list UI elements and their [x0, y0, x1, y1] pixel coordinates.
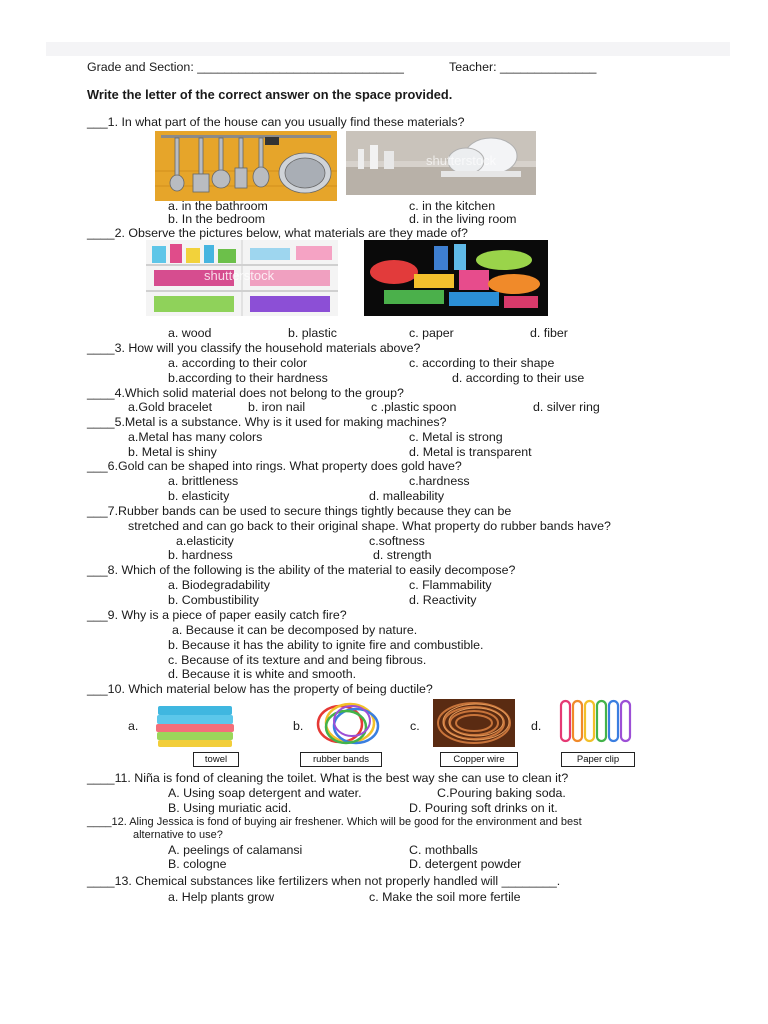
towel-image	[154, 704, 236, 748]
q2-option-b: b. plastic	[288, 326, 337, 340]
paper-clip-image	[557, 697, 633, 747]
question-13-stem: ____13. Chemical substances like fertilizers when not properly handled will ________.	[87, 874, 561, 888]
q11-option-d: D. Pouring soft drinks on it.	[409, 801, 558, 815]
copper-wire-image	[433, 699, 515, 747]
question-7-stem-line2: stretched and can go back to their original shape. What property do rubber bands have?	[128, 519, 611, 533]
question-12-stem: ____12. Aling Jessica is fond of buying air freshener. Which will be good for the environment and best	[87, 816, 582, 828]
q6-option-b: b. elasticity	[168, 489, 230, 503]
plastic-wares-image	[364, 240, 548, 316]
watermark-text: shutterstock	[426, 153, 497, 168]
q5-option-b: b. Metal is shiny	[128, 445, 217, 459]
page-top-strip	[46, 42, 730, 56]
q12-option-b: B. cologne	[168, 857, 227, 871]
q12-option-c: C. mothballs	[409, 843, 478, 857]
q11-option-c: C.Pouring baking soda.	[437, 786, 566, 800]
question-7-stem: ___7.Rubber bands can be used to secure things tightly because they can be	[87, 504, 512, 518]
q1-option-c: c. in the kitchen	[409, 199, 496, 213]
q12-option-d: D. detergent powder	[409, 857, 522, 871]
q3-option-a: a. according to their color	[168, 356, 308, 370]
q4-option-a: a.Gold bracelet	[128, 400, 213, 414]
question-11-stem: ____11. Niña is fond of cleaning the toilet. What is the best way she can use to clean it?	[87, 771, 569, 785]
q3-option-d: d. according to their use	[452, 371, 585, 385]
kitchen-utensils-image	[155, 131, 337, 201]
q8-option-a: a. Biodegradability	[168, 578, 270, 592]
q6-option-c: c.hardness	[409, 474, 470, 488]
q4-option-c: c .plastic spoon	[371, 400, 457, 414]
q5-option-a: a.Metal has many colors	[128, 430, 263, 444]
q8-option-d: d. Reactivity	[409, 593, 477, 607]
q1-option-d: d. in the living room	[409, 212, 517, 226]
towel-caption: towel	[193, 752, 239, 767]
q10-option-b: b.	[293, 719, 304, 733]
q1-option-b: b. In the bedroom	[168, 212, 266, 226]
watermark-text: shutterstock	[204, 268, 275, 283]
q2-option-c: c. paper	[409, 326, 454, 340]
q11-option-b: B. Using muriatic acid.	[168, 801, 292, 815]
q11-option-a: A. Using soap detergent and water.	[168, 786, 362, 800]
q4-option-d: d. silver ring	[533, 400, 600, 414]
q7-option-b: b. hardness	[168, 548, 233, 562]
question-9-stem: ___9. Why is a piece of paper easily catch fire?	[87, 608, 347, 622]
q8-option-c: c. Flammability	[409, 578, 492, 592]
copper-wire-caption: Copper wire	[440, 752, 518, 767]
q4-option-b: b. iron nail	[248, 400, 306, 414]
question-8-stem: ___8. Which of the following is the ability of the material to easily decompose?	[87, 563, 516, 577]
question-4-stem: ____4.Which solid material does not belong to the group?	[87, 386, 404, 400]
q6-option-a: a. brittleness	[168, 474, 239, 488]
question-5-stem: ____5.Metal is a substance. Why is it used for making machines?	[87, 415, 447, 429]
q13-option-a: a. Help plants grow	[168, 890, 275, 904]
q9-option-c: c. Because of its texture and and being fibrous.	[168, 653, 427, 667]
q7-option-a: a.elasticity	[176, 534, 234, 548]
q6-option-d: d. malleability	[369, 489, 445, 503]
q5-option-d: d. Metal is transparent	[409, 445, 532, 459]
q3-option-b: b.according to their hardness	[168, 371, 328, 385]
q9-option-b: b. Because it has the ability to ignite fire and combustible.	[168, 638, 484, 652]
grade-section-label: Grade and Section: ______________________________	[87, 60, 404, 74]
q10-option-c: c.	[410, 719, 420, 733]
q5-option-c: c. Metal is strong	[409, 430, 503, 444]
question-1-stem: ___1. In what part of the house can you usually find these materials?	[87, 115, 465, 129]
q1-option-a: a. in the bathroom	[168, 199, 268, 213]
rubber-bands-image	[310, 699, 386, 749]
q8-option-b: b. Combustibility	[168, 593, 259, 607]
q10-option-a: a.	[128, 719, 139, 733]
instructions: Write the letter of the correct answer on the space provided.	[87, 87, 453, 102]
q13-option-c: c. Make the soil more fertile	[369, 890, 521, 904]
question-6-stem: ___6.Gold can be shaped into rings. What property does gold have?	[87, 459, 462, 473]
q10-option-d: d.	[531, 719, 542, 733]
q3-option-c: c. according to their shape	[409, 356, 555, 370]
q2-option-a: a. wood	[168, 326, 212, 340]
rubber-bands-caption: rubber bands	[300, 752, 382, 767]
q9-option-a: a. Because it can be decomposed by nature.	[172, 623, 418, 637]
q7-option-d: d. strength	[373, 548, 432, 562]
teacher-label: Teacher: ______________	[449, 60, 597, 74]
kitchen-sink-image	[346, 131, 536, 195]
q12-option-a: A. peelings of calamansi	[168, 843, 303, 857]
q9-option-d: d. Because it is white and smooth.	[168, 667, 357, 681]
paper-clip-caption: Paper clip	[561, 752, 635, 767]
q2-option-d: d. fiber	[530, 326, 568, 340]
question-10-stem: ___10. Which material below has the property of being ductile?	[87, 682, 433, 696]
question-12-stem-line2: alternative to use?	[133, 829, 223, 841]
plastic-containers-image	[146, 240, 338, 316]
q7-option-c: c.softness	[369, 534, 425, 548]
question-2-stem: ____2. Observe the pictures below, what materials are they made of?	[87, 226, 468, 240]
question-3-stem: ____3. How will you classify the household materials above?	[87, 341, 421, 355]
